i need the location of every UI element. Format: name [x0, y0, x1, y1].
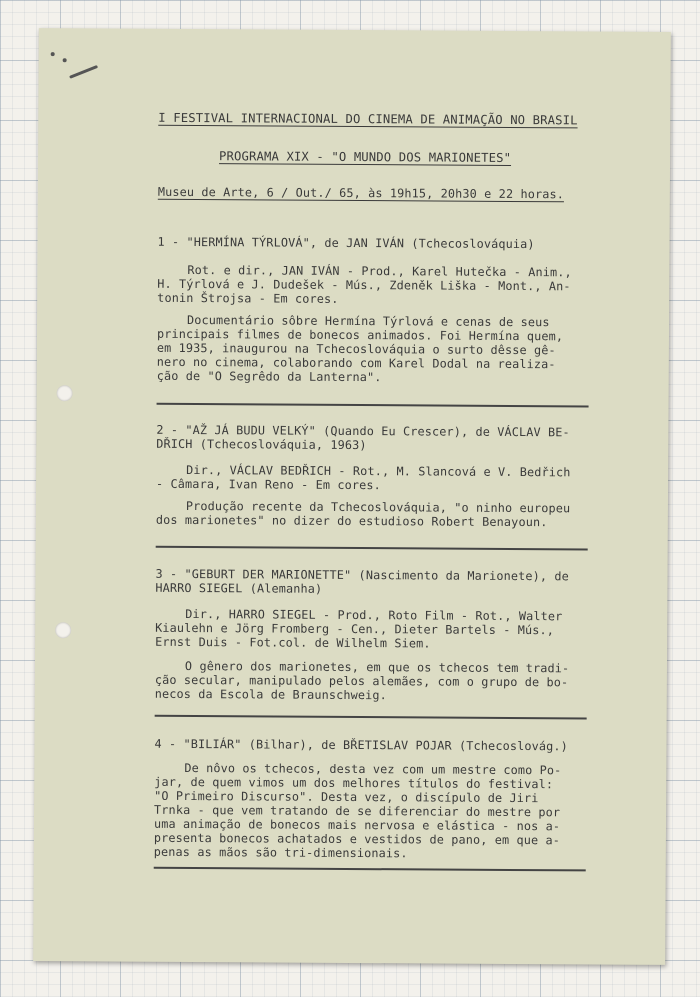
- film-4-description-line: uma animação de bonecos mais nervosa e elástica - nos a-: [153, 816, 561, 834]
- film-2-credits-line: Dir., VÁCLAV BEDŘICH - Rot., M. Slancová e V. Bedřich: [186, 462, 571, 480]
- programa-title: PROGRAMA XIX - "O MUNDO DOS MARIONETES": [219, 149, 512, 165]
- film-3-description-line: O gênero dos marionetes, em que os tchecos tem tradi-: [184, 658, 570, 676]
- film-2-title-line: DŘICH (Tchecoslováquia, 1963): [156, 436, 367, 453]
- film-2-title-line: 2 - "AŽ JÁ BUDU VELKÝ" (Quando Eu Crescer), de VÁCLAV BE-: [156, 422, 570, 440]
- film-4-description-line: Trnka - que vem tratando de se diferenciar do mestre por: [154, 802, 561, 820]
- section-divider: [155, 715, 587, 720]
- ink-dot: [63, 58, 67, 62]
- section-divider: [154, 867, 586, 872]
- section-divider: [156, 546, 588, 551]
- film-1-description-line: nero no cinema, colaborando com Karel Dodal na realiza-: [156, 354, 556, 372]
- punch-hole: [55, 622, 71, 638]
- film-4-description-line: jar, de quem vimos um dos melhores títulos do festival:: [154, 774, 554, 792]
- film-1-description-line: em 1935, inaugurou na Tchecoslováquia o surto dêsse gê-: [156, 340, 556, 358]
- film-2-credits-line: - Câmara, Ivan Reno - Em cores.: [156, 476, 381, 493]
- ink-mark: [69, 65, 98, 79]
- film-1-description-line: ção de "O Segrêdo da Lanterna".: [156, 368, 382, 385]
- film-4-description-line: "O Primeiro Discurso". Desta vez, o discípulo de Jiri: [154, 788, 539, 806]
- section-divider: [157, 403, 589, 408]
- film-3-description-line: necos da Escola de Braunschweig.: [154, 686, 387, 703]
- film-3-description-line: ção secular, manipulado pelos alemães, com o grupo de bo-: [154, 672, 569, 690]
- film-2-description-line: dos marionetes" no dizer do estudioso Robert Benayoun.: [155, 512, 548, 530]
- film-1-description-line: principais filmes de bonecos animados. Foi Hermína quem,: [156, 326, 564, 344]
- typed-document-sheet: [33, 28, 671, 965]
- film-3-title-line: 3 - "GEBURT DER MARIONETTE" (Nascimento da Marionete), de: [155, 566, 569, 584]
- film-3-credits-line: Kiaulehn e Jörg Fromberg - Cen., Dieter Bartels - Mús.,: [155, 620, 555, 638]
- film-1-description-line: Documentário sôbre Hermína Týrlová e cenas de seus: [187, 312, 550, 330]
- festival-title: I FESTIVAL INTERNACIONAL DO CINEMA DE ANIMAÇÃO NO BRASIL: [158, 110, 578, 128]
- film-4-description-line: penas as mãos são tri-dimensionais.: [153, 844, 408, 861]
- film-3-credits-line: Ernst Duis - Fot.col. de Wilhelm Siem.: [155, 634, 431, 651]
- film-4-title: 4 - "BILIÁR" (Bilhar), de BŘETISLAV POJAR (Tchecoslovág.): [154, 736, 568, 754]
- film-1-title: 1 - "HERMÍNA TÝRLOVÁ", de JAN IVÁN (Tchecoslováquia): [157, 234, 535, 252]
- film-4-description-line: De nôvo os tchecos, desta vez com um mestre como Po-: [184, 760, 562, 778]
- film-4-description-line: presenta bonecos achatados e vestidos de pano, em que a-: [153, 830, 561, 848]
- film-3-credits-line: Dir., HARRO SIEGEL - Prod., Roto Film - Rot., Walter: [185, 606, 563, 624]
- film-1-credits-line: H. Týrlová e J. Dudešek - Mús., Zdeněk Liška - Mont., An-: [157, 276, 571, 294]
- venue-line: Museu de Arte, 6 / Out./ 65, às 19h15, 20h30 e 22 horas.: [157, 184, 565, 202]
- punch-hole: [57, 385, 73, 401]
- film-1-credits-line: Rot. e dir., JAN IVÁN - Prod., Karel Hutečka - Anim.,: [187, 262, 572, 280]
- film-2-description-line: Produção recente da Tchecoslováquia, "o ninho europeu: [185, 498, 571, 516]
- film-3-title-line: HARRO SIEGEL (Alemanha): [155, 580, 323, 596]
- film-1-credits-line: tonin Štrojsa - Em cores.: [157, 290, 339, 306]
- ink-dot: [51, 52, 55, 56]
